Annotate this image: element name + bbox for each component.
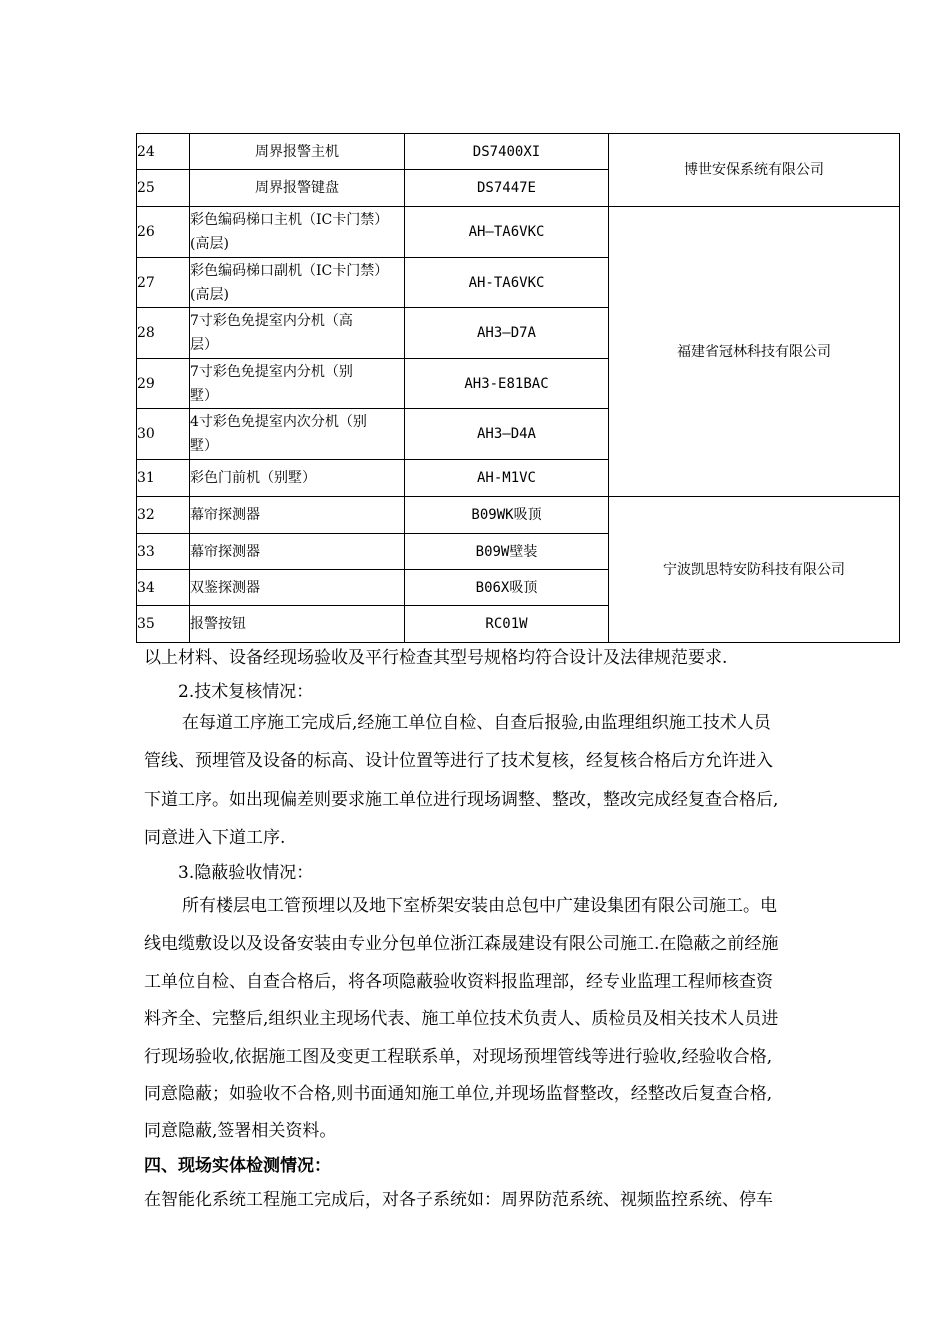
section-3-line: 线电缆敷设以及设备安装由专业分包单位浙江森晟建设有限公司施工.在隐蔽之前经施 [144, 934, 779, 954]
section-2-line: 同意进入下道工序. [144, 828, 286, 848]
device-model: B06X吸顶 [405, 570, 609, 606]
row-number: 29 [137, 359, 190, 409]
device-name: 幕帘探测器 [190, 534, 405, 570]
table-row [137, 497, 900, 534]
device-model: RC01W [405, 606, 609, 643]
equipment-table [136, 133, 900, 643]
row-number: 27 [137, 258, 190, 308]
row-number: 24 [137, 134, 190, 170]
conclusion-text: 以上材料、设备经现场验收及平行检查其型号规格均符合设计及法律规范要求. [144, 648, 728, 668]
row-number: 26 [137, 207, 190, 258]
device-model: AH3—D7A [405, 308, 609, 359]
table-row [137, 207, 900, 258]
device-model: B09WK吸顶 [405, 497, 609, 534]
section-3-line: 行现场验收,依据施工图及变更工程联系单，对现场预埋管线等进行验收,经验收合格, [144, 1047, 773, 1067]
row-number: 33 [137, 534, 190, 570]
section-2-line: 在每道工序施工完成后,经施工单位自检、自查后报验,由监理组织施工技术人员 [182, 713, 771, 733]
row-number: 28 [137, 308, 190, 359]
vendor-name: 福建省冠林科技有限公司 [609, 207, 900, 497]
device-name: 7寸彩色免提室内分机（高层） [190, 308, 405, 359]
vendor-name: 博世安保系统有限公司 [609, 134, 900, 207]
device-name: 周界报警键盘 [190, 170, 405, 207]
section-2-title: 2.技术复核情况： [178, 682, 314, 702]
device-model: DS7447E [405, 170, 609, 207]
vendor-name: 宁波凯思特安防科技有限公司 [609, 497, 900, 643]
row-number: 31 [137, 460, 190, 497]
row-number: 34 [137, 570, 190, 606]
device-model: AH—TA6VKC [405, 207, 609, 258]
section-3-title: 3.隐蔽验收情况： [178, 863, 314, 883]
device-name: 报警按钮 [190, 606, 405, 643]
row-number: 32 [137, 497, 190, 534]
device-name: 彩色编码梯口副机（IC卡门禁）(高层) [190, 258, 405, 308]
table-row [137, 134, 900, 170]
section-3-line: 同意隐蔽,签署相关资料。 [144, 1121, 337, 1141]
device-name: 彩色门前机（别墅） [190, 460, 405, 497]
device-model: AH-TA6VKC [405, 258, 609, 308]
device-name: 周界报警主机 [190, 134, 405, 170]
device-model: DS7400XI [405, 134, 609, 170]
device-name: 彩色编码梯口主机（IC卡门禁）(高层) [190, 207, 405, 258]
device-model: AH3—D4A [405, 409, 609, 460]
row-number: 25 [137, 170, 190, 207]
device-name: 4寸彩色免提室内次分机（别墅） [190, 409, 405, 460]
section-2-line: 管线、预埋管及设备的标高、设计位置等进行了技术复核，经复核合格后方允许进入 [144, 751, 773, 771]
section-3-line: 所有楼层电工管预埋以及地下室桥架安装由总包中广建设集团有限公司施工。电 [182, 896, 777, 916]
section-4-line: 在智能化系统工程施工完成后，对各子系统如：周界防范系统、视频监控系统、停车 [144, 1190, 773, 1210]
section-3-line: 同意隐蔽；如验收不合格,则书面通知施工单位,并现场监督整改，经整改后复查合格, [144, 1084, 773, 1104]
device-name: 7寸彩色免提室内分机（别墅） [190, 359, 405, 409]
row-number: 35 [137, 606, 190, 643]
device-name: 双鉴探测器 [190, 570, 405, 606]
device-model: AH3-E81BAC [405, 359, 609, 409]
device-name: 幕帘探测器 [190, 497, 405, 534]
section-4-title: 四、现场实体检测情况： [144, 1156, 331, 1176]
section-3-line: 料齐全、完整后,组织业主现场代表、施工单位技术负责人、质检员及相关技术人员进 [144, 1009, 779, 1029]
device-model: AH-M1VC [405, 460, 609, 497]
section-2-line: 下道工序。如出现偏差则要求施工单位进行现场调整、整改，整改完成经复查合格后, [144, 790, 779, 810]
row-number: 30 [137, 409, 190, 460]
section-3-line: 工单位自检、自查合格后，将各项隐蔽验收资料报监理部，经专业监理工程师核查资 [144, 972, 773, 992]
device-model: B09W壁装 [405, 534, 609, 570]
